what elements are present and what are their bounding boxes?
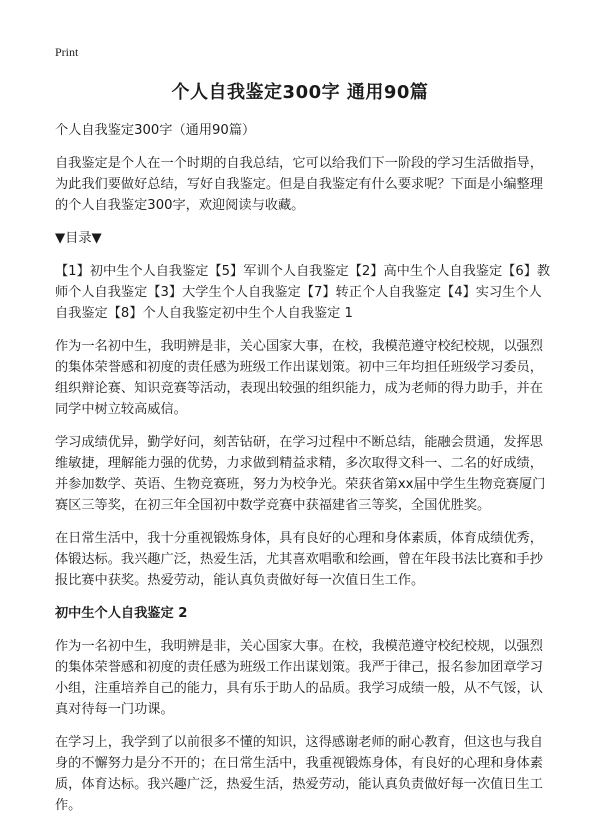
document-body — [55, 120, 553, 828]
toc-heading: ▼目录▼ — [55, 231, 102, 246]
toc-item-2[interactable]: 【2】高中生个人自我鉴定 — [348, 264, 503, 279]
intro-paragraph: 自我鉴定是个人在一个时期的自我总结，它可以给我们下一阶段的学习生活做指导，为此我们要做好总结，写好自我鉴定。但是自我鉴定有什么要求呢？下面是小编整理的个人自我鉴定300字，欢迎阅读与收藏。 — [55, 156, 543, 213]
section-1-title: 初中生个人自我鉴定 1 — [221, 306, 353, 321]
print-link[interactable]: Print — [55, 45, 79, 59]
page-title: 个人自我鉴定300字 通用90篇 — [171, 82, 429, 103]
section-1-paragraph: 作为一名初中生，我明辨是非，关心国家大事，在校，我模范遵守校纪校规，以强烈的集体荣誉感和初度的责任感为班级工作出谋划策。初中三年均担任班级学习委员，组织辩论赛、知识竞赛等活动，表现出较强的组织能力，成为老师的得力助手，并在同学中树立较高威信。 — [55, 339, 543, 417]
document-subtitle: 个人自我鉴定300字（通用90篇） — [55, 123, 256, 138]
section-2-heading: 初中生个人自我鉴定 2 — [55, 606, 188, 621]
toc-item-4[interactable]: 【4】实习生个人自我鉴定 — [55, 285, 542, 321]
toc-item-6[interactable]: 【6】教师个人自我鉴定 — [55, 264, 551, 300]
section-1-paragraph: 在日常生活中，我十分重视锻炼身体，具有良好的心理和身体素质，体育成绩优秀，体锻达标。我兴趣广泛，热爱生活，尤其喜欢唱歌和绘画，曾在年段书法比赛和手抄报比赛中获奖。热爱劳动，能认真负责做好每一次值日生工作。 — [55, 531, 543, 588]
section-1-paragraph: 学习成绩优异，勤学好问，刻苦钻研，在学习过程中不断总结，能融会贯通，发挥思维敏捷，理解能力强的优势，力求做到精益求精，多次取得文科一、二名的好成绩，并参加数学、英语、生物竞赛班，努力为校争光。荣获省第xx届中学生生物竞赛厦门赛区三等奖，在初三年全国初中数学竞赛中获福建省三等奖，全国优胜奖。 — [55, 435, 546, 513]
section-2-paragraph: 在学习上，我学到了以前很多不懂的知识，这得感谢老师的耐心教育，但这也与我自身的不懈努力是分不开的；在日常生活中，我重视锻炼身体，有良好的心理和身体素质，体育达标。我兴趣广泛，热爱生活，热爱劳动，能认真负责做好每一次值日生工作。 — [55, 735, 543, 813]
table-of-contents — [55, 261, 553, 324]
toc-item-3[interactable]: 【3】大学生个人自我鉴定 — [147, 285, 301, 300]
toc-item-1[interactable]: 【1】初中生个人自我鉴定 — [55, 264, 209, 279]
toc-item-5[interactable]: 【5】军训个人自我鉴定 — [208, 264, 349, 279]
section-2-paragraph: 作为一名初中生，我明辨是非，关心国家大事。在校，我模范遵守校纪校规，以强烈的集体荣誉感和初度的责任感为班级工作出谋划策。我严于律己，报名参加团章学习小组，注重培养自己的能力，具有乐于助人的品质。我学习成绩一般，从不气馁，认真对待每一门功课。 — [55, 639, 543, 717]
toc-item-7[interactable]: 【7】转正个人自我鉴定 — [300, 285, 442, 300]
toc-item-8[interactable]: 【8】个人自我鉴定 — [107, 306, 222, 321]
